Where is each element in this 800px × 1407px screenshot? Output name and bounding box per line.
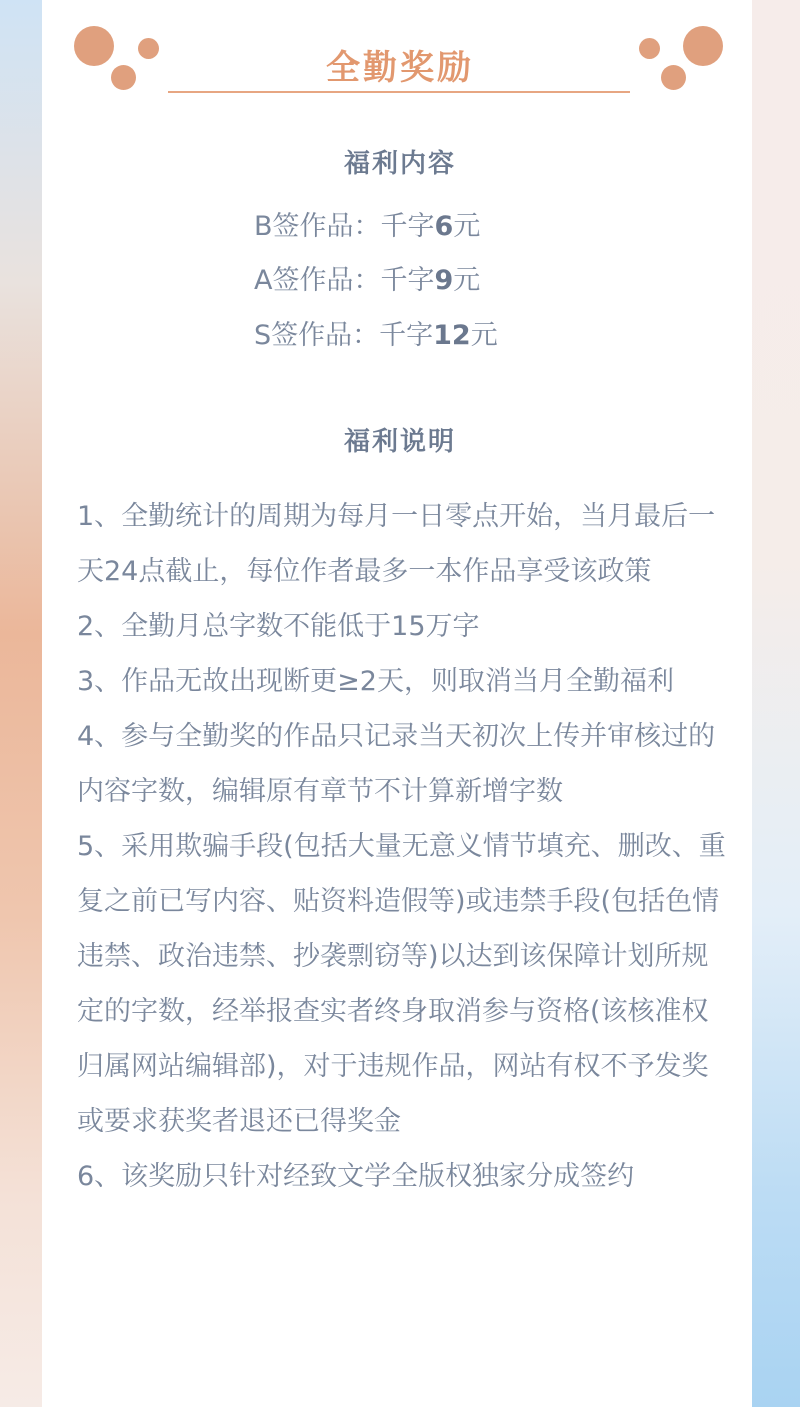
notes-list — [77, 489, 729, 1204]
benefit-label: A签作品：千字 — [254, 265, 435, 296]
note-item: 2、全勤月总字数不能低于15万字 — [77, 611, 480, 642]
note-item: 6、该奖励只针对经致文学全版权独家分成签约 — [77, 1161, 635, 1192]
benefits-heading: 福利内容 — [343, 149, 456, 179]
note-item: 5、采用欺骗手段(包括大量无意义情节填充、删改、重复之前已写内容、贴资料造假等)或违禁手段(包括色情违禁、政治违禁、抄袭剽窃等)以达到该保障计划所规定的字数，经举报查实者终身取消参与资格(该核准权归属网站编辑部)，对于违规作品，网站有权不予发奖或要求获奖者退还已得奖金 — [77, 831, 726, 1137]
note-item: 4、参与全勤奖的作品只记录当天初次上传并审核过的内容字数，编辑原有章节不计算新增字数 — [77, 721, 716, 807]
benefit-unit: 元 — [453, 211, 481, 242]
benefit-label: B签作品：千字 — [254, 211, 435, 242]
benefit-amount: 9 — [434, 265, 454, 296]
note-item: 3、作品无故出现断更≥2天，则取消当月全勤福利 — [77, 666, 674, 697]
benefit-amount: 12 — [433, 320, 471, 351]
notes-heading: 福利说明 — [343, 427, 456, 457]
content-card — [42, 0, 752, 1407]
note-item: 1、全勤统计的周期为每月一日零点开始，当月最后一天24点截止，每位作者最多一本作品享受该政策 — [77, 501, 716, 587]
title-underline — [168, 91, 630, 93]
benefit-amount: 6 — [434, 211, 454, 242]
benefit-item — [254, 204, 480, 243]
benefit-unit: 元 — [470, 320, 498, 351]
benefit-item — [254, 313, 498, 352]
page-title: 全勤奖励 — [326, 48, 474, 88]
benefit-item — [254, 258, 480, 297]
benefit-unit: 元 — [453, 265, 481, 296]
card-header — [42, 0, 752, 100]
benefit-label: S签作品：千字 — [254, 320, 434, 351]
background-right-gradient — [752, 0, 800, 1407]
background-left-gradient — [0, 0, 42, 1407]
